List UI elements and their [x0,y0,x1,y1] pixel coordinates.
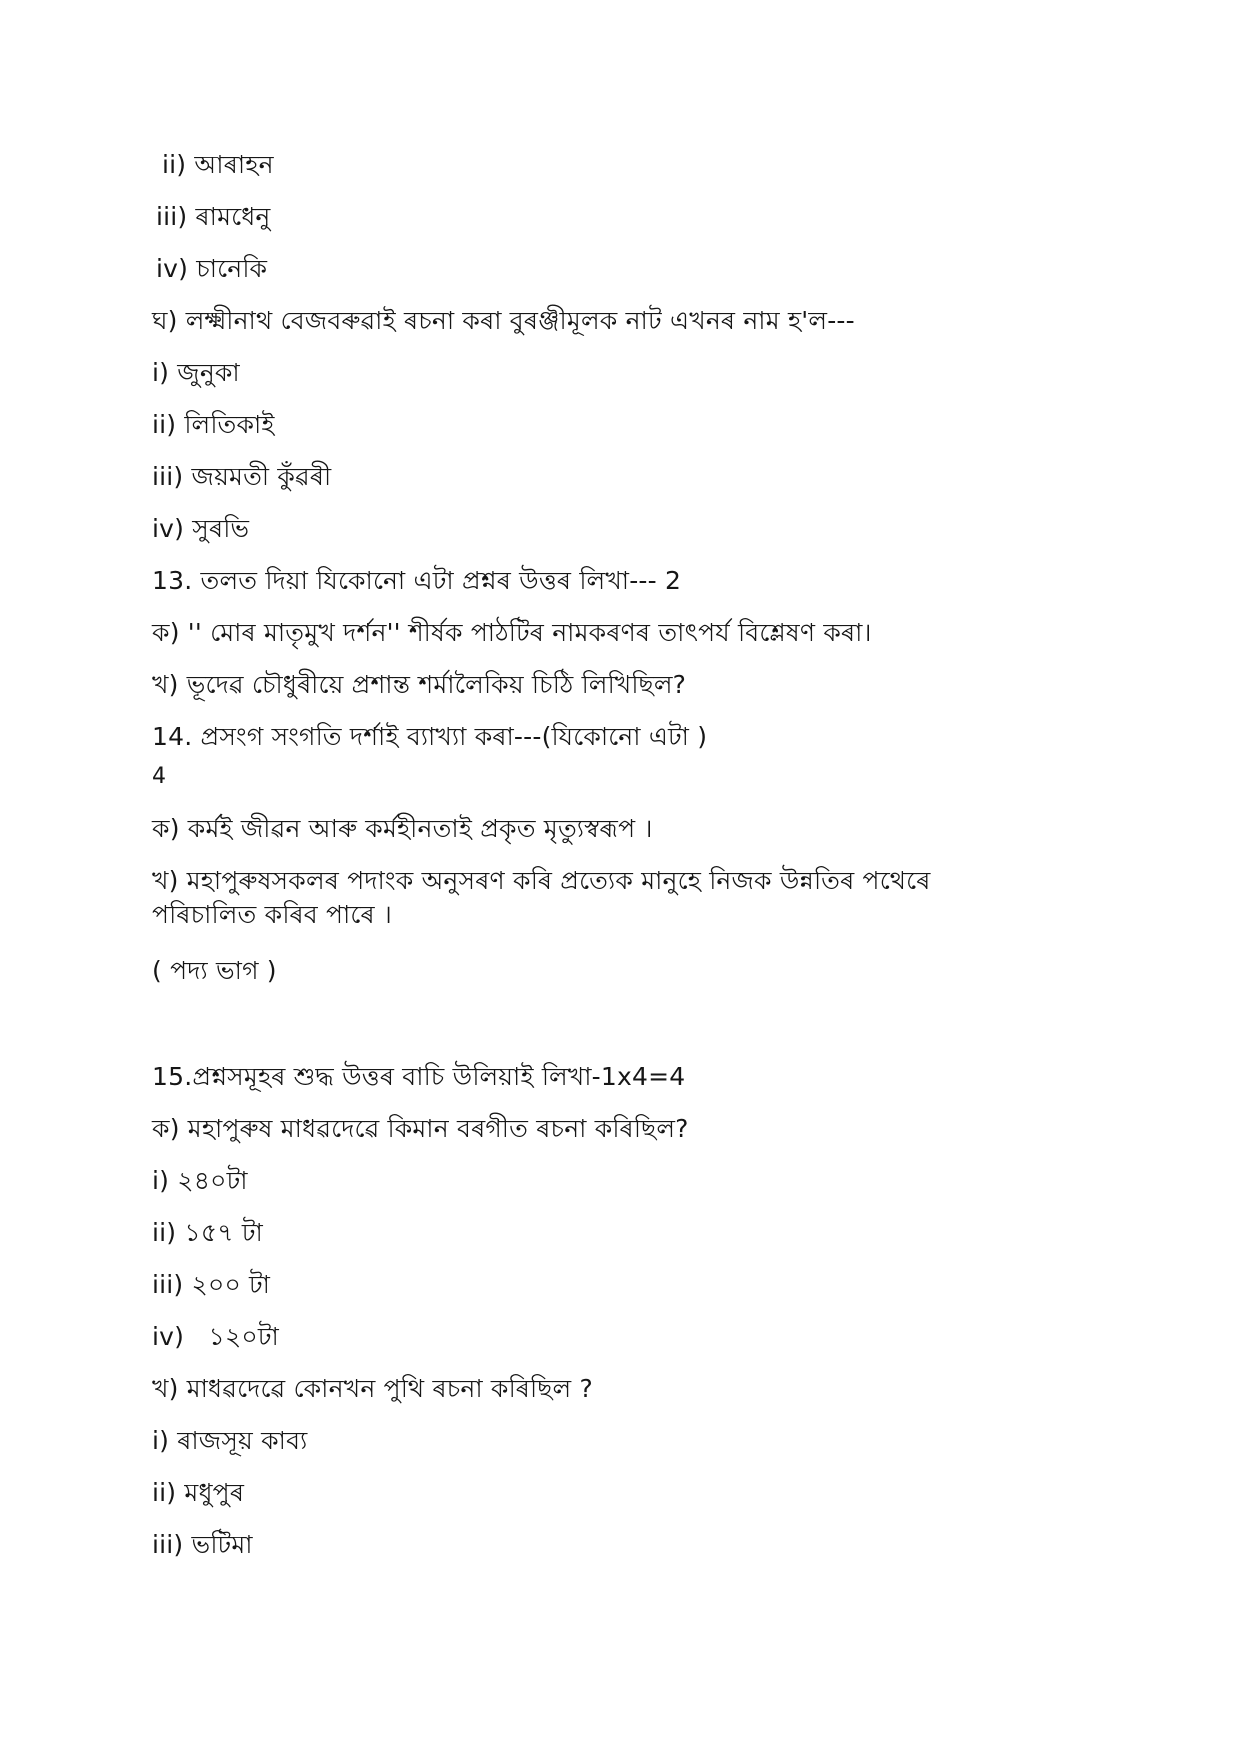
question-gha: ঘ) লক্ষ্মীনাথ বেজবৰুৱাই ৰচনা কৰা বুৰঞ্জীমূলক নাট এখনৰ নাম হ'ল--- [152,306,855,335]
question-15-ka: ক) মহাপুৰুষ মাধৱদেৱে কিমান বৰগীত ৰচনা কৰিছিল? [152,1114,689,1143]
question-14-marks: 4 [152,764,167,789]
question-14-kha-line2: পৰিচালিত কৰিব পাৰে । [152,900,393,929]
option-iii-ramdhenu: iii) ৰামধেনু [156,202,271,231]
question-15-kha: খ) মাধৱদেৱে কোনখন পুথি ৰচনা কৰিছিল ? [152,1374,593,1403]
option-iii-bhatima: iii) ভটিমা [152,1530,253,1559]
option-i-rajasuya: i) ৰাজসূয় কাব্য [152,1426,308,1455]
section-poetry-heading: ( পদ্য ভাগ ) [152,956,277,985]
option-ii-157: ii) ১৫৭ টা [152,1218,263,1247]
option-iv-chaneki: iv) চানেকি [156,254,268,283]
option-ii-madhupur: ii) মধুপুৰ [152,1478,245,1507]
question-13-ka: ক) '' মোৰ মাতৃমুখ দৰ্শন'' শীৰ্ষক পাঠটিৰ নামকৰণৰ তাৎপৰ্য বিশ্লেষণ কৰা। [152,618,872,647]
question-13: 13. তলত দিয়া যিকোনো এটা প্ৰশ্নৰ উত্তৰ লিখা--- 2 [152,566,682,595]
question-15: 15.প্ৰশ্নসমূহৰ শুদ্ধ উত্তৰ বাচি উলিয়াই লিখা-1x4=4 [152,1062,686,1091]
option-ii-litikai: ii) লিতিকাই [152,410,275,439]
question-13-kha: খ) ভূদেৱ চৌধুৰীয়ে প্ৰশান্ত শৰ্মালৈকিয় চিঠি লিখিছিল? [152,670,687,699]
question-14-kha-line1: খ) মহাপুৰুষসকলৰ পদাংক অনুসৰণ কৰি প্ৰত্যেক মানুহে নিজক উন্নতিৰ পথেৰে [152,866,931,895]
question-14: 14. প্ৰসংগ সংগতি দৰ্শাই ব্যাখ্যা কৰা---(যিকোনো এটা ) [152,722,708,751]
option-iii-200: iii) ২০০ টা [152,1270,271,1299]
option-iii-joymoti: iii) জয়মতী কুঁৱৰী [152,462,332,491]
option-ii-arahan: ii) আৰাহন [162,150,274,179]
option-iv-surabhi: iv) সুৰভি [152,514,250,543]
option-iv-120: iv) ১২০টা [152,1322,279,1351]
question-14-ka: ক) কৰ্মই জীৱন আৰু কৰ্মহীনতাই প্ৰকৃত মৃত্যুস্বৰূপ । [152,814,653,843]
option-i-junuka: i) জুনুকা [152,358,240,387]
option-i-240: i) ২৪০টা [152,1166,248,1195]
